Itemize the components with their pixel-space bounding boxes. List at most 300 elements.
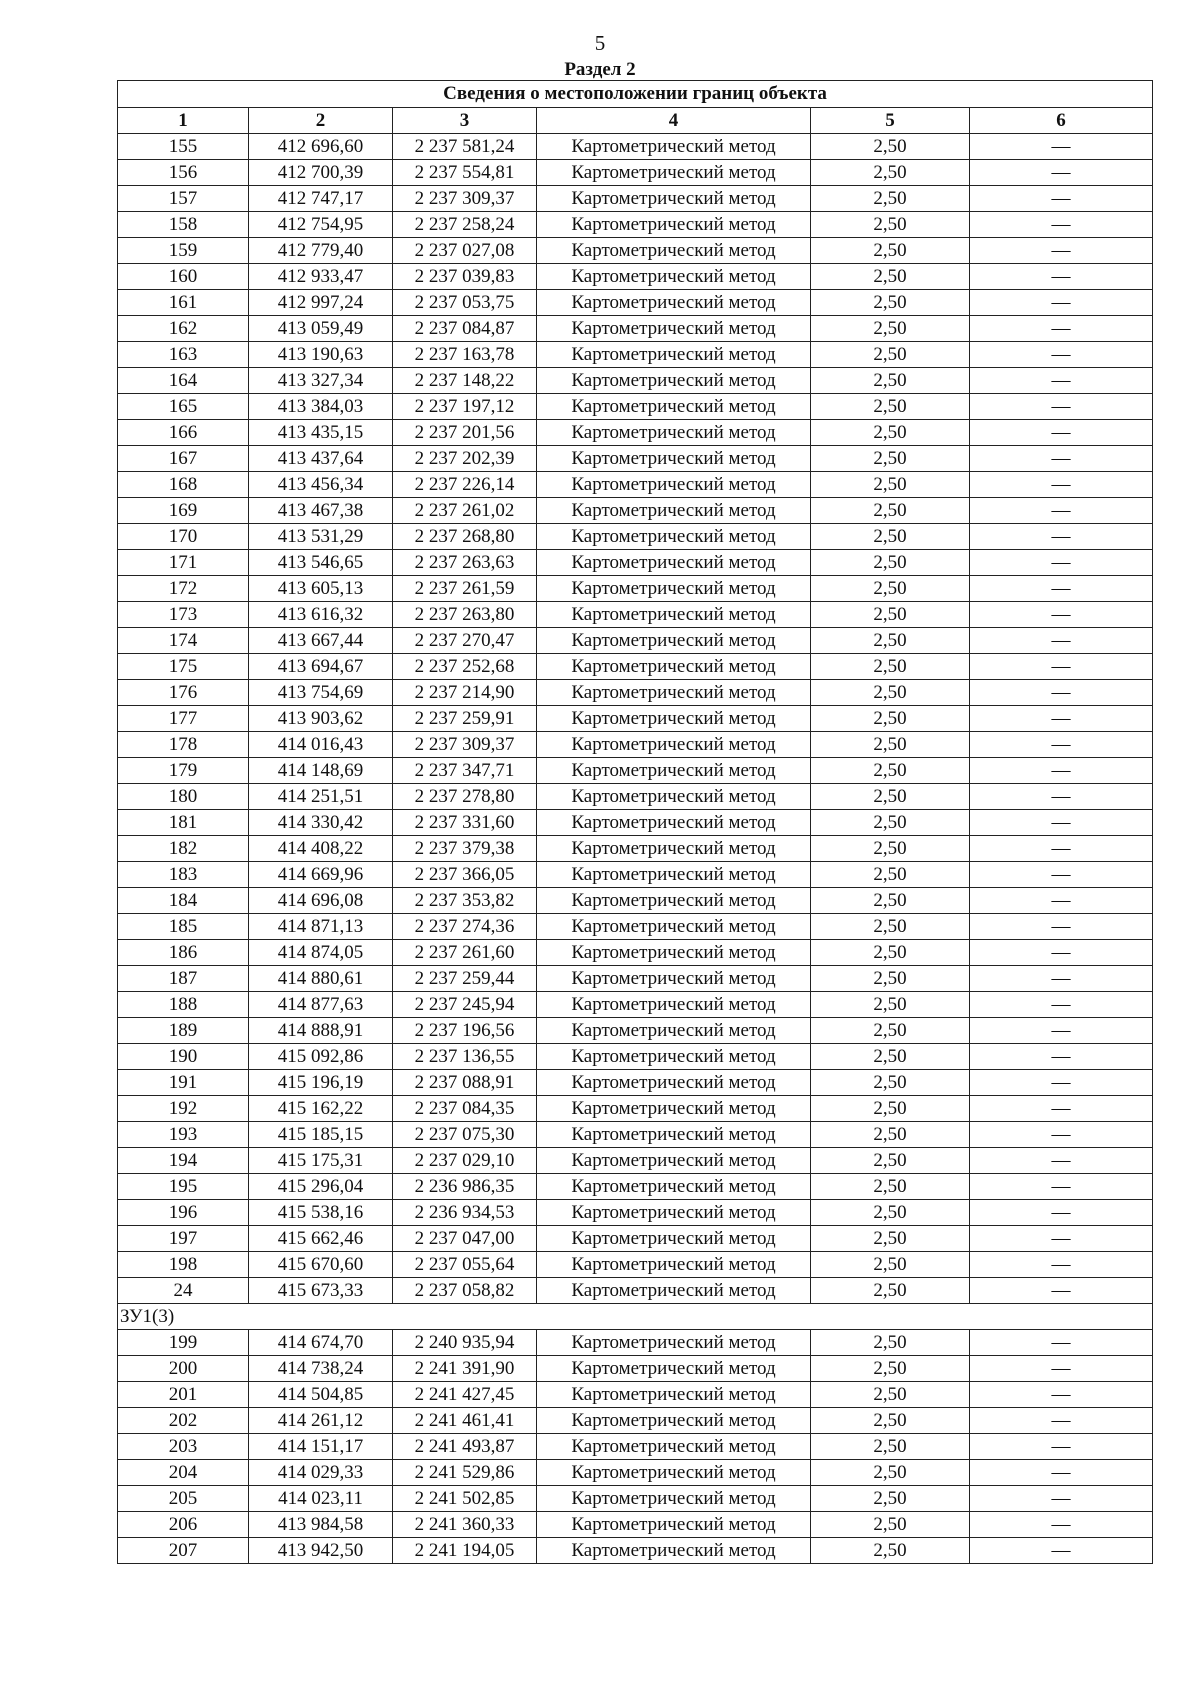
cell-coord-x: 413 667,44: [249, 628, 393, 654]
cell-method: Картометрический метод: [537, 602, 811, 628]
table-row: [118, 134, 1153, 160]
cell-coord-y: 2 237 353,82: [393, 888, 537, 914]
column-header-6: 6: [970, 108, 1153, 134]
table-row: [118, 186, 1153, 212]
cell-note: —: [970, 1486, 1153, 1512]
cell-accuracy: 2,50: [811, 706, 970, 732]
cell-coord-y: 2 237 148,22: [393, 368, 537, 394]
table-row: [118, 342, 1153, 368]
cell-method: Картометрический метод: [537, 1174, 811, 1200]
cell-method: Картометрический метод: [537, 212, 811, 238]
cell-accuracy: 2,50: [811, 264, 970, 290]
cell-point-number: 173: [118, 602, 249, 628]
cell-accuracy: 2,50: [811, 628, 970, 654]
table-row: [118, 264, 1153, 290]
cell-method: Картометрический метод: [537, 992, 811, 1018]
cell-coord-x: 413 903,62: [249, 706, 393, 732]
cell-note: —: [970, 784, 1153, 810]
cell-coord-x: 414 888,91: [249, 1018, 393, 1044]
column-header-4: 4: [537, 108, 811, 134]
cell-method: Картометрический метод: [537, 706, 811, 732]
cell-point-number: 167: [118, 446, 249, 472]
cell-accuracy: 2,50: [811, 1512, 970, 1538]
cell-accuracy: 2,50: [811, 186, 970, 212]
cell-method: Картометрический метод: [537, 1070, 811, 1096]
cell-accuracy: 2,50: [811, 134, 970, 160]
table-row: [118, 1382, 1153, 1408]
cell-point-number: 160: [118, 264, 249, 290]
cell-method: Картометрический метод: [537, 576, 811, 602]
cell-note: —: [970, 446, 1153, 472]
cell-method: Картометрический метод: [537, 1018, 811, 1044]
cell-point-number: 204: [118, 1460, 249, 1486]
cell-method: Картометрический метод: [537, 524, 811, 550]
cell-method: Картометрический метод: [537, 1278, 811, 1304]
group-row: [118, 1304, 1153, 1330]
cell-note: —: [970, 940, 1153, 966]
cell-coord-y: 2 237 226,14: [393, 472, 537, 498]
cell-coord-x: 414 330,42: [249, 810, 393, 836]
cell-accuracy: 2,50: [811, 810, 970, 836]
cell-method: Картометрический метод: [537, 1408, 811, 1434]
cell-accuracy: 2,50: [811, 446, 970, 472]
cell-accuracy: 2,50: [811, 160, 970, 186]
cell-coord-y: 2 237 196,56: [393, 1018, 537, 1044]
table-row: [118, 940, 1153, 966]
table-row: [118, 290, 1153, 316]
cell-coord-x: 413 435,15: [249, 420, 393, 446]
cell-method: Картометрический метод: [537, 1330, 811, 1356]
column-header-1: 1: [118, 108, 249, 134]
cell-coord-x: 413 531,29: [249, 524, 393, 550]
cell-point-number: 166: [118, 420, 249, 446]
cell-note: —: [970, 1122, 1153, 1148]
cell-point-number: 157: [118, 186, 249, 212]
cell-coord-x: 414 251,51: [249, 784, 393, 810]
cell-point-number: 169: [118, 498, 249, 524]
table-row: [118, 706, 1153, 732]
table-row: [118, 420, 1153, 446]
cell-note: —: [970, 914, 1153, 940]
cell-point-number: 161: [118, 290, 249, 316]
cell-point-number: 171: [118, 550, 249, 576]
cell-coord-x: 414 738,24: [249, 1356, 393, 1382]
cell-note: —: [970, 1330, 1153, 1356]
cell-point-number: 163: [118, 342, 249, 368]
cell-note: —: [970, 1018, 1153, 1044]
cell-coord-y: 2 237 029,10: [393, 1148, 537, 1174]
table-row: [118, 368, 1153, 394]
cell-accuracy: 2,50: [811, 316, 970, 342]
cell-accuracy: 2,50: [811, 1018, 970, 1044]
cell-accuracy: 2,50: [811, 862, 970, 888]
table-row: [118, 602, 1153, 628]
cell-coord-x: 415 175,31: [249, 1148, 393, 1174]
cell-coord-y: 2 241 427,45: [393, 1382, 537, 1408]
cell-coord-x: 412 747,17: [249, 186, 393, 212]
cell-accuracy: 2,50: [811, 758, 970, 784]
cell-coord-x: 414 261,12: [249, 1408, 393, 1434]
cell-point-number: 184: [118, 888, 249, 914]
cell-point-number: 172: [118, 576, 249, 602]
cell-note: —: [970, 706, 1153, 732]
column-header-row: [118, 108, 1153, 134]
cell-note: —: [970, 1460, 1153, 1486]
cell-coord-x: 413 384,03: [249, 394, 393, 420]
cell-coord-x: 414 504,85: [249, 1382, 393, 1408]
cell-accuracy: 2,50: [811, 602, 970, 628]
table-row: [118, 1096, 1153, 1122]
cell-coord-x: 414 151,17: [249, 1434, 393, 1460]
cell-accuracy: 2,50: [811, 966, 970, 992]
cell-method: Картометрический метод: [537, 1252, 811, 1278]
cell-point-number: 197: [118, 1226, 249, 1252]
cell-point-number: 190: [118, 1044, 249, 1070]
cell-note: —: [970, 1538, 1153, 1564]
cell-accuracy: 2,50: [811, 1200, 970, 1226]
cell-point-number: 203: [118, 1434, 249, 1460]
cell-accuracy: 2,50: [811, 524, 970, 550]
cell-method: Картометрический метод: [537, 1096, 811, 1122]
cell-method: Картометрический метод: [537, 290, 811, 316]
cell-coord-y: 2 237 027,08: [393, 238, 537, 264]
cell-coord-x: 414 871,13: [249, 914, 393, 940]
cell-method: Картометрический метод: [537, 264, 811, 290]
cell-point-number: 194: [118, 1148, 249, 1174]
cell-note: —: [970, 1226, 1153, 1252]
cell-method: Картометрический метод: [537, 1122, 811, 1148]
table-row: [118, 1044, 1153, 1070]
cell-note: —: [970, 498, 1153, 524]
cell-point-number: 24: [118, 1278, 249, 1304]
cell-method: Картометрический метод: [537, 940, 811, 966]
cell-coord-x: 413 190,63: [249, 342, 393, 368]
cell-accuracy: 2,50: [811, 1252, 970, 1278]
cell-note: —: [970, 1408, 1153, 1434]
cell-method: Картометрический метод: [537, 550, 811, 576]
cell-method: Картометрический метод: [537, 1460, 811, 1486]
cell-method: Картометрический метод: [537, 810, 811, 836]
cell-method: Картометрический метод: [537, 836, 811, 862]
cell-accuracy: 2,50: [811, 1070, 970, 1096]
cell-coord-x: 414 674,70: [249, 1330, 393, 1356]
cell-point-number: 180: [118, 784, 249, 810]
cell-accuracy: 2,50: [811, 1044, 970, 1070]
table-row: [118, 576, 1153, 602]
cell-method: Картометрический метод: [537, 1356, 811, 1382]
cell-point-number: 178: [118, 732, 249, 758]
cell-accuracy: 2,50: [811, 1174, 970, 1200]
table-row: [118, 862, 1153, 888]
cell-note: —: [970, 836, 1153, 862]
cell-coord-x: 412 779,40: [249, 238, 393, 264]
cell-coord-y: 2 237 258,24: [393, 212, 537, 238]
cell-coord-x: 413 694,67: [249, 654, 393, 680]
table-row: [118, 238, 1153, 264]
cell-coord-y: 2 241 493,87: [393, 1434, 537, 1460]
cell-accuracy: 2,50: [811, 888, 970, 914]
cell-accuracy: 2,50: [811, 732, 970, 758]
cell-point-number: 188: [118, 992, 249, 1018]
table-caption: Сведения о местоположении границ объекта: [118, 81, 1153, 108]
table-row: [118, 316, 1153, 342]
table-row: [118, 888, 1153, 914]
section-title: Раздел 2: [564, 59, 636, 80]
cell-coord-y: 2 237 245,94: [393, 992, 537, 1018]
cell-point-number: 155: [118, 134, 249, 160]
cell-point-number: 192: [118, 1096, 249, 1122]
cell-method: Картометрический метод: [537, 914, 811, 940]
table-row: [118, 1200, 1153, 1226]
cell-point-number: 177: [118, 706, 249, 732]
cell-accuracy: 2,50: [811, 680, 970, 706]
cell-point-number: 162: [118, 316, 249, 342]
cell-point-number: 205: [118, 1486, 249, 1512]
table-row: [118, 1122, 1153, 1148]
cell-method: Картометрический метод: [537, 420, 811, 446]
cell-point-number: 191: [118, 1070, 249, 1096]
column-header-5: 5: [811, 108, 970, 134]
cell-coord-y: 2 237 263,63: [393, 550, 537, 576]
cell-coord-y: 2 237 202,39: [393, 446, 537, 472]
cell-coord-x: 415 162,22: [249, 1096, 393, 1122]
table-row: [118, 758, 1153, 784]
cell-coord-x: 415 185,15: [249, 1122, 393, 1148]
cell-coord-x: 413 327,34: [249, 368, 393, 394]
table-row: [118, 1408, 1153, 1434]
cell-accuracy: 2,50: [811, 394, 970, 420]
cell-method: Картометрический метод: [537, 160, 811, 186]
cell-coord-x: 413 605,13: [249, 576, 393, 602]
group-label: ЗУ1(3): [118, 1304, 1153, 1330]
cell-method: Картометрический метод: [537, 1486, 811, 1512]
cell-point-number: 183: [118, 862, 249, 888]
cell-method: Картометрический метод: [537, 134, 811, 160]
cell-coord-y: 2 237 252,68: [393, 654, 537, 680]
cell-coord-x: 414 877,63: [249, 992, 393, 1018]
cell-method: Картометрический метод: [537, 628, 811, 654]
table-row: [118, 1278, 1153, 1304]
cell-point-number: 175: [118, 654, 249, 680]
cell-method: Картометрический метод: [537, 966, 811, 992]
column-header-3: 3: [393, 108, 537, 134]
cell-method: Картометрический метод: [537, 472, 811, 498]
cell-note: —: [970, 966, 1153, 992]
table-row: [118, 498, 1153, 524]
table-row: [118, 992, 1153, 1018]
cell-note: —: [970, 524, 1153, 550]
table-row: [118, 1226, 1153, 1252]
cell-coord-y: 2 241 360,33: [393, 1512, 537, 1538]
cell-accuracy: 2,50: [811, 940, 970, 966]
cell-point-number: 207: [118, 1538, 249, 1564]
cell-coord-x: 412 933,47: [249, 264, 393, 290]
cell-coord-y: 2 237 309,37: [393, 186, 537, 212]
cell-accuracy: 2,50: [811, 914, 970, 940]
cell-point-number: 186: [118, 940, 249, 966]
cell-method: Картометрический метод: [537, 316, 811, 342]
cell-coord-y: 2 237 309,37: [393, 732, 537, 758]
cell-note: —: [970, 888, 1153, 914]
cell-note: —: [970, 1278, 1153, 1304]
cell-accuracy: 2,50: [811, 1486, 970, 1512]
cell-accuracy: 2,50: [811, 1538, 970, 1564]
cell-accuracy: 2,50: [811, 1148, 970, 1174]
page-number: 5: [594, 31, 606, 55]
cell-note: —: [970, 550, 1153, 576]
table-row: [118, 836, 1153, 862]
cell-coord-y: 2 237 554,81: [393, 160, 537, 186]
table-row: [118, 784, 1153, 810]
cell-method: Картометрический метод: [537, 342, 811, 368]
cell-note: —: [970, 862, 1153, 888]
table-body: [118, 134, 1153, 1564]
table-row: [118, 1018, 1153, 1044]
cell-note: —: [970, 810, 1153, 836]
cell-point-number: 176: [118, 680, 249, 706]
cell-coord-x: 413 467,38: [249, 498, 393, 524]
cell-point-number: 182: [118, 836, 249, 862]
cell-method: Картометрический метод: [537, 446, 811, 472]
cell-accuracy: 2,50: [811, 212, 970, 238]
cell-point-number: 187: [118, 966, 249, 992]
cell-note: —: [970, 1096, 1153, 1122]
cell-coord-x: 413 616,32: [249, 602, 393, 628]
cell-coord-y: 2 237 581,24: [393, 134, 537, 160]
cell-method: Картометрический метод: [537, 186, 811, 212]
cell-coord-y: 2 237 259,44: [393, 966, 537, 992]
cell-note: —: [970, 1252, 1153, 1278]
cell-coord-x: 413 456,34: [249, 472, 393, 498]
cell-coord-y: 2 237 053,75: [393, 290, 537, 316]
cell-note: —: [970, 212, 1153, 238]
table-row: [118, 1538, 1153, 1564]
cell-coord-x: 413 754,69: [249, 680, 393, 706]
cell-note: —: [970, 264, 1153, 290]
cell-coord-y: 2 237 366,05: [393, 862, 537, 888]
table-row: [118, 966, 1153, 992]
cell-method: Картометрический метод: [537, 758, 811, 784]
cell-note: —: [970, 1200, 1153, 1226]
cell-note: —: [970, 1044, 1153, 1070]
cell-point-number: 179: [118, 758, 249, 784]
cell-note: —: [970, 602, 1153, 628]
cell-note: —: [970, 1356, 1153, 1382]
cell-note: —: [970, 1070, 1153, 1096]
table-row: [118, 524, 1153, 550]
cell-coord-y: 2 236 934,53: [393, 1200, 537, 1226]
table-row: [118, 732, 1153, 758]
cell-note: —: [970, 316, 1153, 342]
cell-coord-y: 2 237 268,80: [393, 524, 537, 550]
cell-accuracy: 2,50: [811, 368, 970, 394]
table-caption-row: [118, 81, 1153, 108]
cell-accuracy: 2,50: [811, 472, 970, 498]
cell-accuracy: 2,50: [811, 576, 970, 602]
cell-accuracy: 2,50: [811, 498, 970, 524]
cell-coord-y: 2 241 391,90: [393, 1356, 537, 1382]
cell-point-number: 198: [118, 1252, 249, 1278]
cell-note: —: [970, 186, 1153, 212]
cell-coord-y: 2 237 039,83: [393, 264, 537, 290]
cell-note: —: [970, 1174, 1153, 1200]
cell-point-number: 158: [118, 212, 249, 238]
table-row: [118, 1070, 1153, 1096]
cell-coord-y: 2 237 088,91: [393, 1070, 537, 1096]
cell-coord-y: 2 237 163,78: [393, 342, 537, 368]
cell-point-number: 196: [118, 1200, 249, 1226]
cell-method: Картометрический метод: [537, 368, 811, 394]
cell-coord-x: 414 874,05: [249, 940, 393, 966]
cell-coord-x: 413 546,65: [249, 550, 393, 576]
cell-accuracy: 2,50: [811, 1460, 970, 1486]
cell-accuracy: 2,50: [811, 550, 970, 576]
cell-note: —: [970, 680, 1153, 706]
cell-coord-y: 2 240 935,94: [393, 1330, 537, 1356]
cell-coord-x: 414 408,22: [249, 836, 393, 862]
cell-coord-y: 2 237 201,56: [393, 420, 537, 446]
cell-method: Картометрический метод: [537, 1044, 811, 1070]
cell-note: —: [970, 732, 1153, 758]
table-row: [118, 212, 1153, 238]
cell-coord-x: 414 023,11: [249, 1486, 393, 1512]
cell-point-number: 193: [118, 1122, 249, 1148]
cell-coord-x: 415 673,33: [249, 1278, 393, 1304]
cell-point-number: 189: [118, 1018, 249, 1044]
cell-coord-x: 414 696,08: [249, 888, 393, 914]
cell-accuracy: 2,50: [811, 1356, 970, 1382]
cell-accuracy: 2,50: [811, 1096, 970, 1122]
cell-note: —: [970, 134, 1153, 160]
table-row: [118, 1460, 1153, 1486]
cell-note: —: [970, 992, 1153, 1018]
cell-coord-y: 2 237 347,71: [393, 758, 537, 784]
cell-point-number: 165: [118, 394, 249, 420]
table-row: [118, 1174, 1153, 1200]
cell-note: —: [970, 1148, 1153, 1174]
cell-note: —: [970, 238, 1153, 264]
cell-method: Картометрический метод: [537, 1434, 811, 1460]
cell-coord-x: 413 984,58: [249, 1512, 393, 1538]
cell-method: Картометрический метод: [537, 1512, 811, 1538]
cell-coord-x: 414 880,61: [249, 966, 393, 992]
boundary-table: [117, 80, 1153, 1564]
cell-coord-y: 2 241 502,85: [393, 1486, 537, 1512]
cell-method: Картометрический метод: [537, 1538, 811, 1564]
cell-coord-y: 2 237 197,12: [393, 394, 537, 420]
cell-coord-y: 2 237 278,80: [393, 784, 537, 810]
cell-coord-y: 2 241 194,05: [393, 1538, 537, 1564]
cell-point-number: 164: [118, 368, 249, 394]
cell-accuracy: 2,50: [811, 784, 970, 810]
cell-accuracy: 2,50: [811, 420, 970, 446]
cell-note: —: [970, 576, 1153, 602]
cell-coord-x: 415 670,60: [249, 1252, 393, 1278]
cell-point-number: 195: [118, 1174, 249, 1200]
cell-method: Картометрический метод: [537, 1148, 811, 1174]
cell-note: —: [970, 628, 1153, 654]
cell-method: Картометрический метод: [537, 888, 811, 914]
cell-coord-y: 2 237 136,55: [393, 1044, 537, 1070]
cell-coord-y: 2 237 058,82: [393, 1278, 537, 1304]
cell-point-number: 159: [118, 238, 249, 264]
cell-coord-y: 2 241 529,86: [393, 1460, 537, 1486]
cell-point-number: 174: [118, 628, 249, 654]
cell-point-number: 181: [118, 810, 249, 836]
cell-point-number: 168: [118, 472, 249, 498]
cell-coord-x: 412 997,24: [249, 290, 393, 316]
cell-coord-x: 414 016,43: [249, 732, 393, 758]
